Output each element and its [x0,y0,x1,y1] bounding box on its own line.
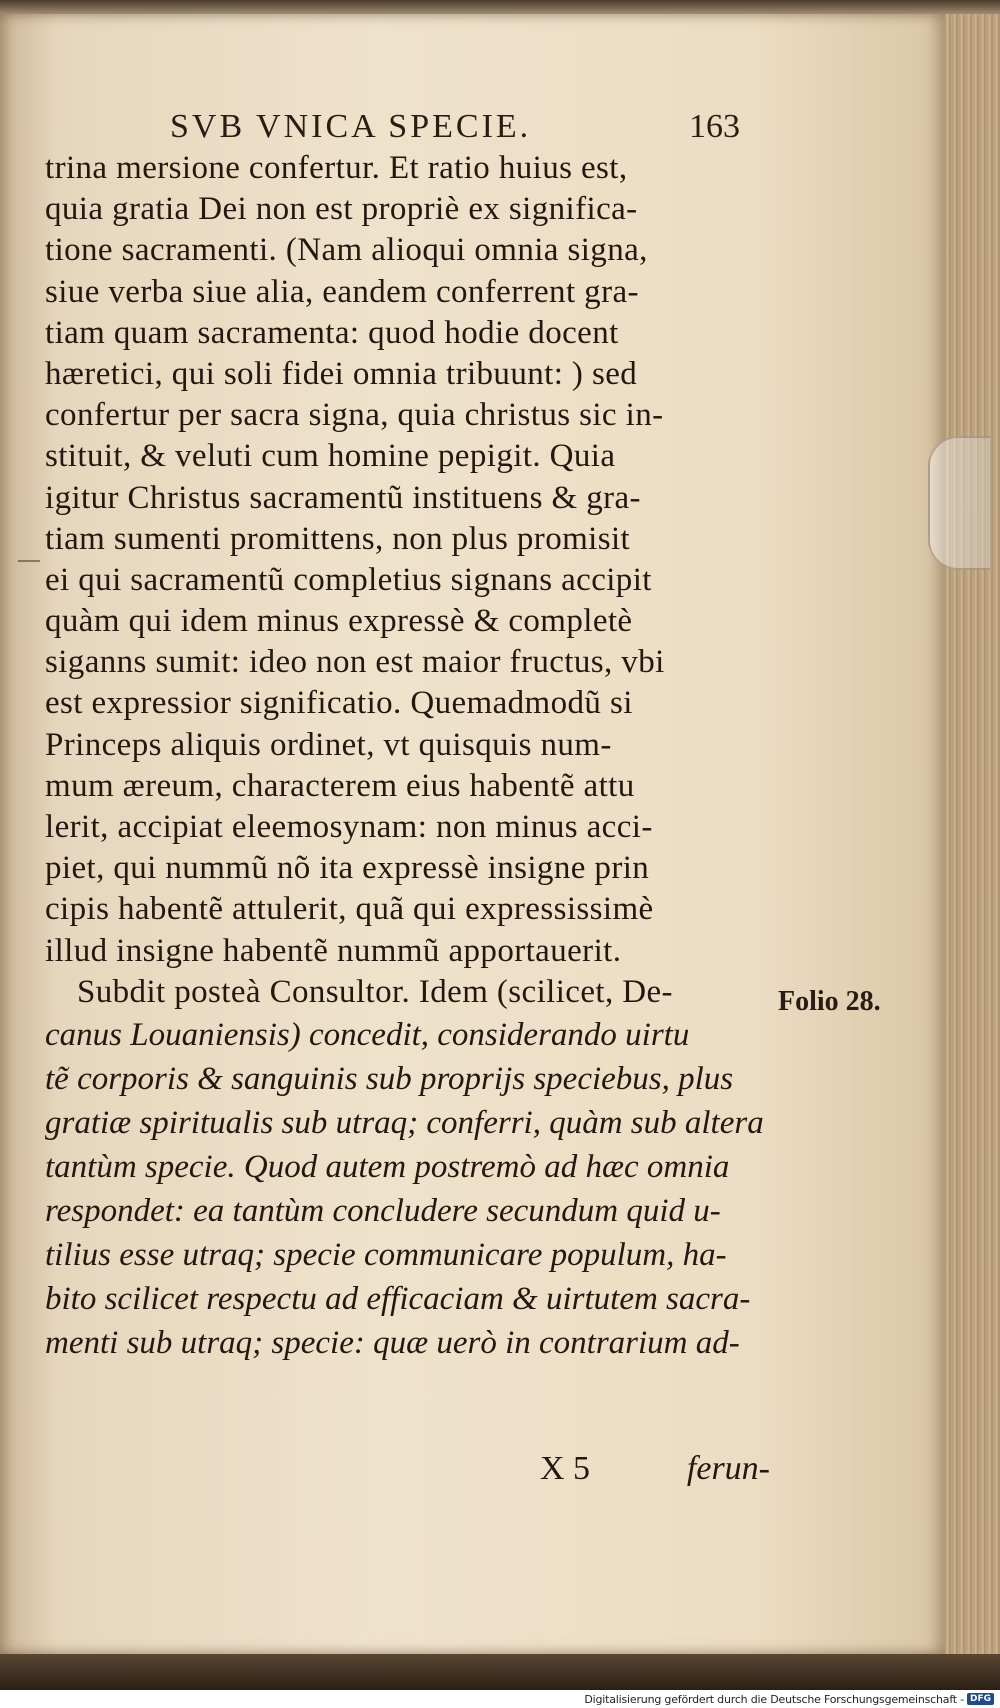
body-line: Princeps aliquis ordinet, vt quisquis num- [45,726,612,763]
body-line: quia gratia Dei non est propriè ex significa- [45,191,638,228]
margin-mark [18,560,40,562]
body-line: confertur per sacra signa, quia christus sic in- [45,397,664,434]
body-line: hæretici, qui soli fidei omnia tribuunt: ) sed [45,355,638,392]
body-line: stituit, & veluti cum homine pepigit. Quia [45,438,616,475]
body-line: siue verba siue alia, eandem conferrent gra- [45,273,639,310]
italic-line: gratiæ spiritualis sub utraq; conferri, quàm sub altera [45,1104,764,1141]
body-line: siganns sumit: ideo non est maior fructus, vbi [45,644,665,681]
footer-bar [0,1690,1000,1708]
signature-line [540,1450,770,1488]
footer-credit: Digitalisierung gefördert durch die Deutsche Forschungsgemeinschaft - [584,1692,964,1706]
page-clip [928,436,992,570]
marginal-note: Folio 28. [778,986,881,1017]
italic-line: tilius esse utraq; specie communicare populum, ha- [45,1236,727,1273]
body-line: trina mersione confertur. Et ratio huius est, [45,150,628,186]
body-line: quàm qui idem minus expressè & completè [45,603,633,640]
body-line: est expressior significatio. Quemadmodũ si [45,685,633,722]
page-edge [945,14,1000,1654]
body-line: tione sacramenti. (Nam alioqui omnia signa, [45,232,648,269]
body-line: mum æreum, characterem eius habentẽ attu [45,767,635,804]
body-line: Subdit posteà Consultor. Idem (scilicet, De- [77,973,673,1010]
text-block [45,148,764,1365]
body-line: piet, qui nummũ nõ ita expressè insigne prin [45,850,650,887]
body-line: lerit, accipiat eleemosynam: non minus acci- [45,809,653,845]
running-head [170,108,740,146]
italic-line: menti sub utraq; specie: quæ uerò in contrarium ad- [45,1324,740,1361]
catchword: ferun- [686,1450,770,1487]
body-line: cipis habentẽ attulerit, quã qui expressissimè [45,891,654,928]
body-line: tiam quam sacramenta: quod hodie docent [45,314,619,351]
body-line: illud insigne habentẽ nummũ apportauerit. [45,932,622,969]
italic-line: respondet: ea tantùm concludere secundum quid u- [45,1192,721,1229]
body-line: igitur Christus sacramentũ instituens & gra- [45,479,641,516]
italic-line: canus Louaniensis) concedit, considerando uirtu [45,1016,690,1053]
body-line: tiam sumenti promittens, non plus promisit [45,520,631,557]
italic-line: tẽ corporis & sanguinis sub proprijs speciebus, plus [45,1060,734,1097]
page-number: 163 [689,108,740,145]
running-head-title: SVB VNICA SPECIE. [170,108,532,145]
bottom-shadow [0,1654,1000,1690]
italic-line: bito scilicet respectu ad efficaciam & uirtutem sacra- [45,1280,751,1317]
body-line: ei qui sacramentũ completius signans accipit [45,561,652,598]
signature-mark: X 5 [540,1450,591,1487]
dfg-logo: DFG [967,1693,994,1705]
italic-line: tantùm specie. Quod autem postremò ad hæc omnia [45,1148,730,1185]
